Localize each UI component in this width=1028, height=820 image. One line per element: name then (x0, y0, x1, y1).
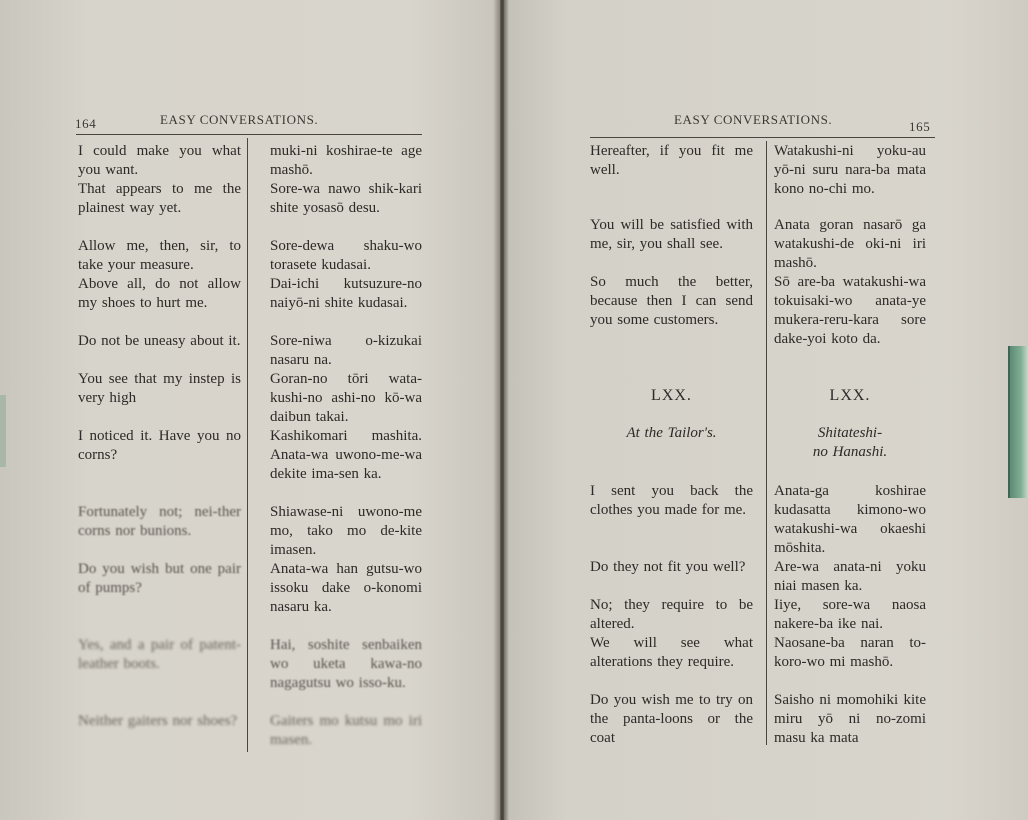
left-page (0, 0, 500, 820)
japanese-phrase: Shiawase-ni uwono-me mo, tako mo de-kite imasen. (270, 504, 422, 558)
japanese-phrase: Watakushi-ni yoku-au yō-ni suru nara-ba mata kono no-chi mo. (774, 143, 926, 197)
bookmark-tab (1008, 346, 1028, 498)
english-phrase: Fortunately not; nei-ther corns nor bunions. (78, 504, 241, 539)
running-header: EASY CONVERSATIONS. (160, 112, 319, 127)
column-divider (247, 138, 248, 752)
japanese-phrase: Goran-no tōri wata-kushi-no ashi-no kō-wa daibun takai. (270, 371, 422, 425)
japanese-phrase: Naosane-ba naran to-koro-wo mi mashō. (774, 635, 926, 670)
english-phrase: I sent you back the clothes you made for me. (590, 483, 753, 518)
japanese-phrase: Kashikomari mashita. Anata-wa uwono-me-wa dekite ima-sen ka. (270, 428, 422, 482)
japanese-phrase: Iiye, sore-wa naosa nakere-ba ike nai. (774, 597, 926, 632)
section-title: At the Tailor's. (626, 425, 717, 441)
japanese-phrase: Hai, soshite senbaiken wo uketa kawa-no nagagutsu wo isso-ku. (270, 637, 422, 691)
page-number: 164 (75, 116, 97, 131)
english-phrase: Do they not fit you well? (590, 559, 746, 575)
english-phrase: Do you wish but one pair of pumps? (78, 561, 241, 596)
header-rule (590, 137, 935, 138)
column-divider (766, 141, 767, 745)
japanese-phrase: Anata-ga koshirae kudasatta kimono-wo watakushi-wa okaeshi mōshita. (774, 483, 926, 556)
header-rule (76, 134, 422, 135)
english-phrase: That appears to me the plainest way yet. (78, 181, 241, 216)
section-number: LXX. (651, 387, 692, 404)
english-phrase: Yes, and a pair of patent-leather boots. (78, 637, 241, 672)
english-phrase: I could make you what you want. (78, 143, 241, 178)
english-phrase: No; they require to be altered. (590, 597, 753, 632)
japanese-phrase: Are-wa anata-ni yoku niai masen ka. (774, 559, 926, 594)
english-phrase: Above all, do not allow my shoes to hurt me. (78, 276, 241, 311)
japanese-phrase: Sō are-ba watakushi-wa tokuisaki-wo anata-ye mukera-reru-kara sore dake-yoi koto da. (774, 274, 926, 347)
section-title (774, 424, 926, 462)
japanese-phrase: Sore-dewa shaku-wo torasete kudasai. (270, 238, 422, 273)
english-phrase: So much the better, because then I can send you some customers. (590, 274, 753, 328)
japanese-phrase: Gaiters mo kutsu mo iri masen. (270, 713, 422, 748)
english-phrase: I noticed it. Have you no corns? (78, 428, 241, 463)
page-edge-mark (0, 395, 6, 467)
japanese-phrase: Sore-niwa o-kizukai nasaru na. (270, 333, 422, 368)
page-number: 165 (909, 119, 931, 134)
japanese-phrase: muki-ni koshirae-te age mashō. (270, 143, 422, 178)
english-phrase: Allow me, then, sir, to take your measure. (78, 238, 241, 273)
japanese-phrase: Sore-wa nawo shik-kari shite yosasō desu. (270, 181, 422, 216)
english-phrase: You will be satisfied with me, sir, you shall see. (590, 217, 753, 252)
english-phrase: Do you wish me to try on the panta-loons or the coat (590, 692, 753, 746)
japanese-phrase: Anata-wa han gutsu-wo issoku dake o-konomi nasaru ka. (270, 561, 422, 615)
japanese-phrase: Dai-ichi kutsuzure-no naiyō-ni shite kudasai. (270, 276, 422, 311)
section-number: LXX. (829, 387, 871, 404)
english-phrase: We will see what alterations they require. (590, 635, 753, 670)
book-gutter (493, 0, 509, 820)
section-title-line: Shitateshi- (817, 425, 883, 441)
right-page (504, 0, 1028, 820)
english-phrase: Hereafter, if you fit me well. (590, 143, 753, 178)
japanese-phrase: Anata goran nasarō ga watakushi-de oki-ni iri mashō. (774, 217, 926, 271)
english-phrase: You see that my instep is very high (78, 371, 241, 406)
english-phrase: Neither gaiters nor shoes? (78, 713, 238, 729)
section-title-line: no Hanashi. (812, 444, 888, 460)
english-phrase: Do not be uneasy about it. (78, 333, 241, 349)
japanese-phrase: Saisho ni momohiki kite miru yō ni no-zomi masu ka mata (774, 692, 926, 746)
running-header: EASY CONVERSATIONS. (674, 112, 833, 127)
